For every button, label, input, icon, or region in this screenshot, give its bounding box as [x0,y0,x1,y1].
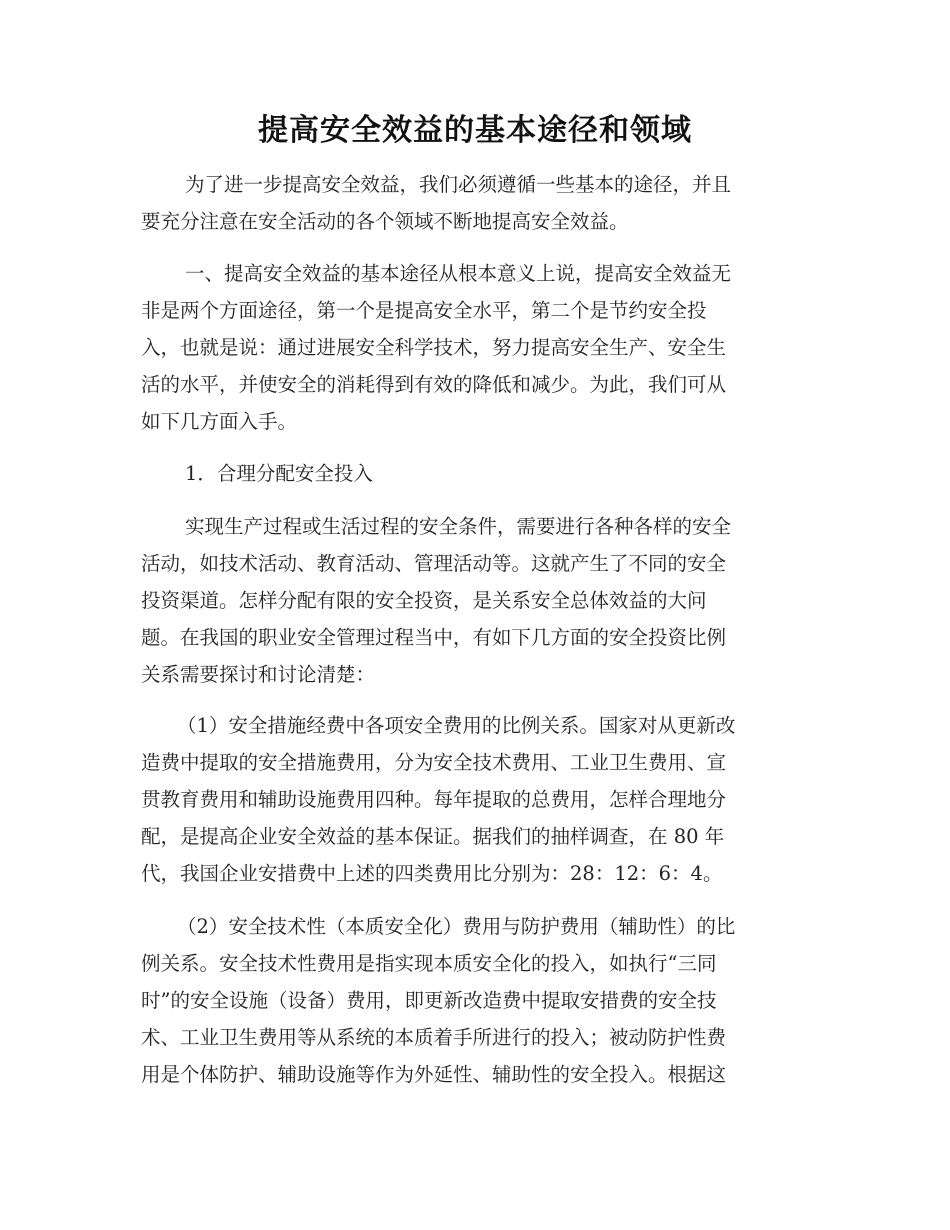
paragraph-line: 活的水平，并使安全的消耗得到有效的降低和减少。为此，我们可从 [141,373,727,396]
paragraph-line: 入，也就是说：通过进展安全科学技术，努力提高安全生产、安全生 [141,336,727,359]
paragraph-line: 非是两个方面途径，第一个是提高安全水平，第二个是节约安全投 [141,299,707,322]
paragraph-line: 要充分注意在安全活动的各个领域不断地提高安全效益。 [141,210,629,233]
paragraph-line: 活动，如技术活动、教育活动、管理活动等。这就产生了不同的安全 [141,552,727,575]
subheading-1 [141,455,821,492]
paragraph-line: （2）安全技术性（本质安全化）费用与防护费用（辅助性）的比 [177,915,736,938]
paragraph-intro [141,166,821,240]
paragraph-body-1 [141,508,821,693]
paragraph-line: 造费中提取的安全措施费用，分为安全技术费用、工业卫生费用、宣 [141,751,727,774]
paragraph-line: 关系需要探讨和讨论清楚： [141,663,376,686]
paragraph-line: 代，我国企业安措费中上述的四类费用比分别为：28：12：6：4。 [141,862,723,885]
paragraph-line: 如下几方面入手。 [141,410,298,433]
paragraph-section-1 [141,255,821,440]
paragraph-line: 投资渠道。怎样分配有限的安全投资，是关系安全总体效益的大问 [141,589,707,612]
paragraph-item-1 [141,707,821,892]
paragraph-line: 配，是提高企业安全效益的基本保证。据我们的抽样调查，在 80 年 [141,825,725,848]
paragraph-line: 为了进一步提高安全效益，我们必须遵循一些基本的途径，并且 [185,173,732,196]
paragraph-line: 用是个体防护、辅助设施等作为外延性、辅助性的安全投入。根据这 [141,1063,727,1086]
paragraph-line: 题。在我国的职业安全管理过程当中，有如下几方面的安全投资比例 [141,626,727,649]
paragraph-item-2 [141,908,821,1093]
paragraph-line: 时”的安全设施（设备）费用，即更新改造费中提取安措费的安全技 [141,989,717,1012]
subheading-line: 1．合理分配安全投入 [185,462,373,485]
paragraph-line: 贯教育费用和辅助设施费用四种。每年提取的总费用，怎样合理地分 [141,788,727,811]
paragraph-line: 实现生产过程或生活过程的安全条件，需要进行各种各样的安全 [185,515,732,538]
paragraph-line: 一、提高安全效益的基本途径从根本意义上说，提高安全效益无 [185,262,732,285]
document-title: 提高安全效益的基本途径和领域 [258,113,692,148]
paragraph-line: 术、工业卫生费用等从系统的本质着手所进行的投入；被动防护性费 [141,1026,727,1049]
paragraph-line: 例关系。安全技术性费用是指实现本质安全化的投入，如执行“三同 [141,952,717,975]
paragraph-line: （1）安全措施经费中各项安全费用的比例关系。国家对从更新改 [177,714,736,737]
